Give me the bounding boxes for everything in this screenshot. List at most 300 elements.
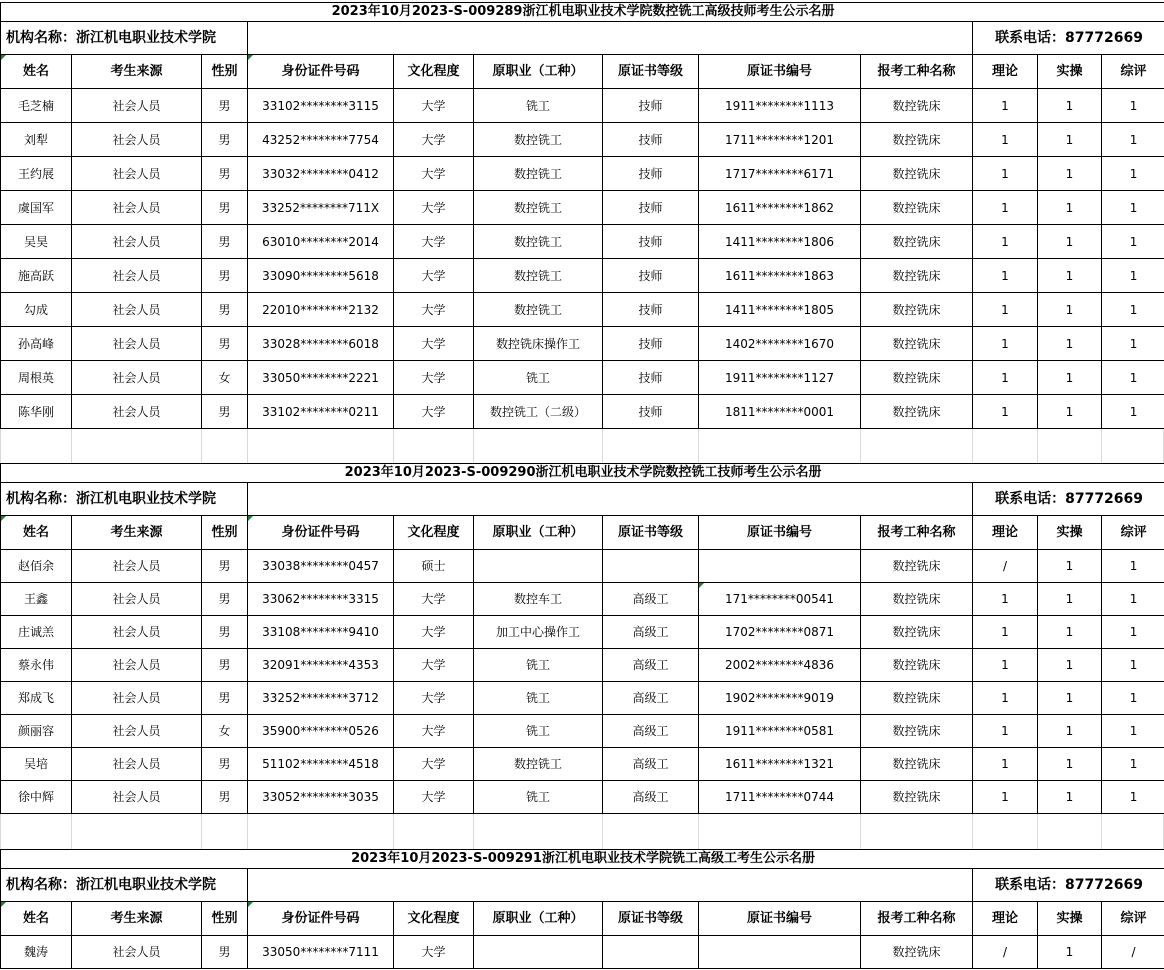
cell-education[interactable]: 大学	[394, 649, 474, 682]
cell-cert-number[interactable]: 1411********1806	[699, 225, 861, 259]
cell-source[interactable]: 社会人员	[72, 748, 202, 781]
cell-name[interactable]: 蔡永伟	[1, 649, 72, 682]
cell-gender[interactable]: 男	[202, 936, 248, 969]
cell-cert-number[interactable]: 1711********0744	[699, 781, 861, 814]
cell-cert-level[interactable]: 高级工	[603, 649, 699, 682]
cell-education[interactable]: 大学	[394, 748, 474, 781]
table-row	[1, 293, 1164, 327]
cell-practice[interactable]: 1	[1038, 361, 1102, 395]
cell-original-occupation[interactable]: 数控铣工	[474, 157, 603, 191]
cell-source[interactable]: 社会人员	[72, 781, 202, 814]
column-header-education[interactable]: 文化程度	[394, 902, 474, 936]
column-header-cert-number[interactable]: 原证书编号	[699, 55, 861, 89]
cell-theory[interactable]: 1	[973, 715, 1038, 748]
cell-overall[interactable]: 1	[1102, 395, 1164, 429]
cell-source[interactable]: 社会人员	[72, 361, 202, 395]
cell-theory[interactable]: 1	[973, 649, 1038, 682]
cell-cert-number[interactable]: 1902********9019	[699, 682, 861, 715]
cell-exam-trade[interactable]: 数控铣床	[861, 327, 973, 361]
cell-exam-trade[interactable]: 数控铣床	[861, 259, 973, 293]
cell-original-occupation[interactable]	[474, 550, 603, 583]
cell-theory[interactable]: 1	[973, 361, 1038, 395]
cell-cert-level[interactable]	[603, 550, 699, 583]
cell-theory[interactable]: 1	[973, 616, 1038, 649]
column-header-id-number[interactable]: 身份证件号码	[248, 902, 394, 936]
cell-theory[interactable]: 1	[973, 293, 1038, 327]
roster-table	[0, 463, 1164, 814]
cell-cert-number[interactable]: 1811********0001	[699, 395, 861, 429]
cell-overall[interactable]: 1	[1102, 225, 1164, 259]
contact-phone[interactable]: 联系电话：87772669	[973, 22, 1164, 55]
column-header-id-number[interactable]: 身份证件号码	[248, 516, 394, 550]
cell-cert-level[interactable]: 技师	[603, 327, 699, 361]
table-row	[1, 583, 1164, 616]
cell-source[interactable]: 社会人员	[72, 89, 202, 123]
cell-theory[interactable]: 1	[973, 395, 1038, 429]
cell-overall[interactable]: 1	[1102, 157, 1164, 191]
column-header-education[interactable]: 文化程度	[394, 55, 474, 89]
gridline	[698, 813, 699, 849]
cell-overall[interactable]: 1	[1102, 715, 1164, 748]
cell-cert-number[interactable]: 1702********0871	[699, 616, 861, 649]
cell-original-occupation[interactable]: 铣工	[474, 89, 603, 123]
column-header-education[interactable]: 文化程度	[394, 516, 474, 550]
cell-source[interactable]: 社会人员	[72, 259, 202, 293]
cell-id-number[interactable]: 33050********7111	[248, 936, 394, 969]
cell-id-number[interactable]: 35900********0526	[248, 715, 394, 748]
cell-education[interactable]: 大学	[394, 936, 474, 969]
column-header-source[interactable]: 考生来源	[72, 902, 202, 936]
cell-theory[interactable]: 1	[973, 157, 1038, 191]
cell-cert-number[interactable]: 1411********1805	[699, 293, 861, 327]
cell-name[interactable]: 魏涛	[1, 936, 72, 969]
blank-cell[interactable]	[248, 869, 973, 902]
table-row	[1, 550, 1164, 583]
cell-source[interactable]: 社会人员	[72, 616, 202, 649]
cell-cert-level[interactable]: 技师	[603, 361, 699, 395]
cell-cert-number[interactable]: 1911********1113	[699, 89, 861, 123]
cell-cert-level[interactable]: 技师	[603, 395, 699, 429]
section-title[interactable]: 2023年10月2023-S-009290浙江机电职业技术学院数控铣工技师考生公示名册	[1, 464, 1164, 483]
cell-theory[interactable]: 1	[973, 748, 1038, 781]
cell-id-number[interactable]: 33090********5618	[248, 259, 394, 293]
cell-overall[interactable]: 1	[1102, 583, 1164, 616]
cell-gender[interactable]: 男	[202, 616, 248, 649]
cell-cert-number[interactable]	[699, 936, 861, 969]
cell-cert-level[interactable]: 高级工	[603, 583, 699, 616]
cell-practice[interactable]: 1	[1038, 616, 1102, 649]
cell-original-occupation[interactable]	[474, 936, 603, 969]
cell-theory[interactable]: 1	[973, 682, 1038, 715]
cell-exam-trade[interactable]: 数控铣床	[861, 361, 973, 395]
cell-exam-trade[interactable]: 数控铣床	[861, 616, 973, 649]
cell-gender[interactable]: 男	[202, 259, 248, 293]
cell-source[interactable]: 社会人员	[72, 327, 202, 361]
cell-cert-level[interactable]: 技师	[603, 89, 699, 123]
cell-exam-trade[interactable]: 数控铣床	[861, 157, 973, 191]
cell-cert-number[interactable]: 1911********1127	[699, 361, 861, 395]
cell-id-number[interactable]: 33032********0412	[248, 157, 394, 191]
cell-gender[interactable]: 男	[202, 583, 248, 616]
cell-theory[interactable]: /	[973, 936, 1038, 969]
cell-cert-level[interactable]: 技师	[603, 293, 699, 327]
column-header-source[interactable]: 考生来源	[72, 516, 202, 550]
cell-id-number[interactable]: 22010********2132	[248, 293, 394, 327]
cell-name[interactable]: 毛芝楠	[1, 89, 72, 123]
column-header-source[interactable]: 考生来源	[72, 55, 202, 89]
gridline	[393, 813, 394, 849]
column-header-practice[interactable]: 实操	[1038, 55, 1102, 89]
contact-phone[interactable]: 联系电话：87772669	[973, 869, 1164, 902]
roster-section	[0, 2, 1164, 428]
cell-overall[interactable]: /	[1102, 936, 1164, 969]
cell-education[interactable]: 大学	[394, 293, 474, 327]
cell-gender[interactable]: 男	[202, 89, 248, 123]
cell-cert-level[interactable]: 技师	[603, 225, 699, 259]
contact-phone[interactable]: 联系电话：87772669	[973, 483, 1164, 516]
column-header-name[interactable]: 姓名	[1, 516, 72, 550]
column-header-cert-level[interactable]: 原证书等级	[603, 516, 699, 550]
table-row	[1, 936, 1164, 969]
gridline	[393, 429, 394, 463]
column-header-gender[interactable]: 性别	[202, 55, 248, 89]
cell-cert-number[interactable]: 1611********1863	[699, 259, 861, 293]
column-header-exam-trade[interactable]: 报考工种名称	[861, 55, 973, 89]
cell-education[interactable]: 大学	[394, 225, 474, 259]
column-header-theory[interactable]: 理论	[973, 902, 1038, 936]
cell-gender[interactable]: 男	[202, 191, 248, 225]
section-title[interactable]: 2023年10月2023-S-009289浙江机电职业技术学院数控铣工高级技师考生公示名册	[1, 3, 1164, 22]
cell-gender[interactable]: 男	[202, 748, 248, 781]
cell-cert-level[interactable]: 技师	[603, 123, 699, 157]
cell-practice[interactable]: 1	[1038, 123, 1102, 157]
cell-theory[interactable]: 1	[973, 781, 1038, 814]
cell-gender[interactable]: 男	[202, 781, 248, 814]
cell-cert-level[interactable]: 高级工	[603, 616, 699, 649]
cell-original-occupation[interactable]: 数控铣工	[474, 191, 603, 225]
cell-original-occupation[interactable]: 铣工	[474, 649, 603, 682]
cell-theory[interactable]: 1	[973, 89, 1038, 123]
column-header-gender[interactable]: 性别	[202, 516, 248, 550]
cell-original-occupation[interactable]: 数控铣床操作工	[474, 327, 603, 361]
cell-name[interactable]: 勾成	[1, 293, 72, 327]
table-row	[1, 225, 1164, 259]
cell-practice[interactable]: 1	[1038, 936, 1102, 969]
institution-name[interactable]: 机构名称：浙江机电职业技术学院	[1, 869, 248, 902]
column-header-overall[interactable]: 综评	[1102, 516, 1164, 550]
cell-gender[interactable]: 男	[202, 682, 248, 715]
cell-source[interactable]: 社会人员	[72, 936, 202, 969]
cell-name[interactable]: 陈华刚	[1, 395, 72, 429]
cell-original-occupation[interactable]: 数控铣工	[474, 293, 603, 327]
cell-practice[interactable]: 1	[1038, 583, 1102, 616]
cell-overall[interactable]: 1	[1102, 123, 1164, 157]
cell-name[interactable]: 吴昊	[1, 225, 72, 259]
cell-gender[interactable]: 男	[202, 123, 248, 157]
cell-id-number[interactable]: 43252********7754	[248, 123, 394, 157]
cell-name[interactable]: 郑成飞	[1, 682, 72, 715]
cell-theory[interactable]: 1	[973, 583, 1038, 616]
gridline	[71, 429, 72, 463]
cell-theory[interactable]: 1	[973, 259, 1038, 293]
cell-cert-number[interactable]: 1911********0581	[699, 715, 861, 748]
column-header-id-number[interactable]: 身份证件号码	[248, 55, 394, 89]
cell-gender[interactable]: 男	[202, 293, 248, 327]
cell-name[interactable]: 王约展	[1, 157, 72, 191]
cell-exam-trade[interactable]: 数控铣床	[861, 293, 973, 327]
table-row	[1, 748, 1164, 781]
cell-exam-trade[interactable]: 数控铣床	[861, 395, 973, 429]
table-row	[1, 361, 1164, 395]
cell-cert-level[interactable]: 技师	[603, 191, 699, 225]
cell-overall[interactable]: 1	[1102, 649, 1164, 682]
cell-practice[interactable]: 1	[1038, 191, 1102, 225]
cell-exam-trade[interactable]: 数控铣床	[861, 583, 973, 616]
blank-cell[interactable]	[248, 22, 973, 55]
cell-source[interactable]: 社会人员	[72, 715, 202, 748]
cell-original-occupation[interactable]: 铣工	[474, 682, 603, 715]
cell-name[interactable]: 颜丽容	[1, 715, 72, 748]
cell-education[interactable]: 大学	[394, 361, 474, 395]
cell-cert-number[interactable]: 171********00541	[699, 583, 861, 616]
cell-source[interactable]: 社会人员	[72, 583, 202, 616]
cell-source[interactable]: 社会人员	[72, 395, 202, 429]
cell-id-number[interactable]: 33108********9410	[248, 616, 394, 649]
cell-original-occupation[interactable]: 加工中心操作工	[474, 616, 603, 649]
cell-id-number[interactable]: 33252********711X	[248, 191, 394, 225]
cell-source[interactable]: 社会人员	[72, 191, 202, 225]
cell-practice[interactable]: 1	[1038, 682, 1102, 715]
gridline	[860, 813, 861, 849]
cell-source[interactable]: 社会人员	[72, 550, 202, 583]
cell-overall[interactable]: 1	[1102, 682, 1164, 715]
cell-id-number[interactable]: 32091********4353	[248, 649, 394, 682]
gridline	[0, 813, 1, 849]
cell-cert-level[interactable]: 高级工	[603, 781, 699, 814]
column-header-exam-trade[interactable]: 报考工种名称	[861, 516, 973, 550]
cell-source[interactable]: 社会人员	[72, 157, 202, 191]
cell-id-number[interactable]: 33028********6018	[248, 327, 394, 361]
cell-cert-number[interactable]	[699, 550, 861, 583]
cell-original-occupation[interactable]: 数控铣工	[474, 259, 603, 293]
cell-exam-trade[interactable]: 数控铣床	[861, 123, 973, 157]
cell-overall[interactable]: 1	[1102, 327, 1164, 361]
cell-practice[interactable]: 1	[1038, 157, 1102, 191]
column-header-exam-trade[interactable]: 报考工种名称	[861, 902, 973, 936]
column-header-name[interactable]: 姓名	[1, 55, 72, 89]
cell-gender[interactable]: 女	[202, 361, 248, 395]
gridline	[201, 429, 202, 463]
cell-id-number[interactable]: 63010********2014	[248, 225, 394, 259]
cell-exam-trade[interactable]: 数控铣床	[861, 550, 973, 583]
cell-overall[interactable]: 1	[1102, 748, 1164, 781]
cell-overall[interactable]: 1	[1102, 616, 1164, 649]
section-title[interactable]: 2023年10月2023-S-009291浙江机电职业技术学院铣工高级工考生公示名册	[1, 850, 1164, 869]
cell-education[interactable]: 大学	[394, 616, 474, 649]
column-header-practice[interactable]: 实操	[1038, 516, 1102, 550]
cell-theory[interactable]: 1	[973, 191, 1038, 225]
cell-gender[interactable]: 男	[202, 550, 248, 583]
cell-overall[interactable]: 1	[1102, 361, 1164, 395]
cell-overall[interactable]: 1	[1102, 781, 1164, 814]
cell-cert-level[interactable]	[603, 936, 699, 969]
cell-id-number[interactable]: 33102********3115	[248, 89, 394, 123]
cell-practice[interactable]: 1	[1038, 225, 1102, 259]
cell-overall[interactable]: 1	[1102, 259, 1164, 293]
cell-original-occupation[interactable]: 数控铣工	[474, 225, 603, 259]
table-row	[1, 327, 1164, 361]
cell-original-occupation[interactable]: 数控铣工（二级）	[474, 395, 603, 429]
cell-cert-level[interactable]: 高级工	[603, 715, 699, 748]
blank-cell[interactable]	[248, 483, 973, 516]
cell-theory[interactable]: 1	[973, 123, 1038, 157]
cell-id-number[interactable]: 33038********0457	[248, 550, 394, 583]
cell-practice[interactable]: 1	[1038, 649, 1102, 682]
cell-education[interactable]: 硕士	[394, 550, 474, 583]
cell-exam-trade[interactable]: 数控铣床	[861, 748, 973, 781]
cell-exam-trade[interactable]: 数控铣床	[861, 89, 973, 123]
cell-name[interactable]: 刘犁	[1, 123, 72, 157]
cell-cert-number[interactable]: 1717********6171	[699, 157, 861, 191]
cell-education[interactable]: 大学	[394, 715, 474, 748]
cell-exam-trade[interactable]: 数控铣床	[861, 682, 973, 715]
cell-education[interactable]: 大学	[394, 259, 474, 293]
cell-source[interactable]: 社会人员	[72, 649, 202, 682]
cell-practice[interactable]: 1	[1038, 781, 1102, 814]
cell-overall[interactable]: 1	[1102, 293, 1164, 327]
cell-original-occupation[interactable]: 铣工	[474, 781, 603, 814]
column-header-theory[interactable]: 理论	[973, 55, 1038, 89]
cell-cert-level[interactable]: 高级工	[603, 748, 699, 781]
column-header-overall[interactable]: 综评	[1102, 902, 1164, 936]
cell-source[interactable]: 社会人员	[72, 123, 202, 157]
cell-gender[interactable]: 男	[202, 327, 248, 361]
cell-original-occupation[interactable]: 铣工	[474, 715, 603, 748]
cell-name[interactable]: 虞国军	[1, 191, 72, 225]
cell-gender[interactable]: 男	[202, 225, 248, 259]
cell-education[interactable]: 大学	[394, 583, 474, 616]
cell-cert-number[interactable]: 1611********1862	[699, 191, 861, 225]
cell-exam-trade[interactable]: 数控铣床	[861, 715, 973, 748]
cell-overall[interactable]: 1	[1102, 191, 1164, 225]
cell-original-occupation[interactable]: 数控车工	[474, 583, 603, 616]
cell-cert-level[interactable]: 技师	[603, 157, 699, 191]
cell-theory[interactable]: /	[973, 550, 1038, 583]
cell-id-number[interactable]: 33052********3035	[248, 781, 394, 814]
cell-gender[interactable]: 男	[202, 157, 248, 191]
cell-gender[interactable]: 男	[202, 649, 248, 682]
gridline	[1037, 813, 1038, 849]
column-header-practice[interactable]: 实操	[1038, 902, 1102, 936]
column-header-overall[interactable]: 综评	[1102, 55, 1164, 89]
table-row	[1, 715, 1164, 748]
cell-cert-level[interactable]: 高级工	[603, 682, 699, 715]
gridline	[860, 429, 861, 463]
cell-theory[interactable]: 1	[973, 225, 1038, 259]
cell-name[interactable]: 王鑫	[1, 583, 72, 616]
cell-original-occupation[interactable]: 数控铣工	[474, 748, 603, 781]
cell-name[interactable]: 庄诚羔	[1, 616, 72, 649]
cell-id-number[interactable]: 51102********4518	[248, 748, 394, 781]
cell-education[interactable]: 大学	[394, 191, 474, 225]
cell-name[interactable]: 赵佰余	[1, 550, 72, 583]
cell-education[interactable]: 大学	[394, 123, 474, 157]
cell-cert-level[interactable]: 技师	[603, 259, 699, 293]
cell-education[interactable]: 大学	[394, 781, 474, 814]
cell-education[interactable]: 大学	[394, 327, 474, 361]
cell-name[interactable]: 吴培	[1, 748, 72, 781]
cell-source[interactable]: 社会人员	[72, 293, 202, 327]
cell-cert-number[interactable]: 1402********1670	[699, 327, 861, 361]
column-header-cert-number[interactable]: 原证书编号	[699, 516, 861, 550]
cell-id-number[interactable]: 33252********3712	[248, 682, 394, 715]
cell-practice[interactable]: 1	[1038, 748, 1102, 781]
cell-cert-number[interactable]: 2002********4836	[699, 649, 861, 682]
institution-name[interactable]: 机构名称：浙江机电职业技术学院	[1, 483, 248, 516]
cell-original-occupation[interactable]: 铣工	[474, 361, 603, 395]
column-header-cert-level[interactable]: 原证书等级	[603, 55, 699, 89]
gridline	[1101, 813, 1102, 849]
cell-original-occupation[interactable]: 数控铣工	[474, 123, 603, 157]
cell-practice[interactable]: 1	[1038, 259, 1102, 293]
column-header-cert-level[interactable]: 原证书等级	[603, 902, 699, 936]
cell-education[interactable]: 大学	[394, 157, 474, 191]
cell-cert-number[interactable]: 1611********1321	[699, 748, 861, 781]
gridline	[201, 813, 202, 849]
cell-education[interactable]: 大学	[394, 395, 474, 429]
cell-practice[interactable]: 1	[1038, 293, 1102, 327]
cell-id-number[interactable]: 33062********3315	[248, 583, 394, 616]
cell-education[interactable]: 大学	[394, 89, 474, 123]
cell-overall[interactable]: 1	[1102, 550, 1164, 583]
cell-practice[interactable]: 1	[1038, 715, 1102, 748]
cell-name[interactable]: 周根英	[1, 361, 72, 395]
gridline	[0, 429, 1, 463]
cell-exam-trade[interactable]: 数控铣床	[861, 936, 973, 969]
gridline	[1101, 429, 1102, 463]
cell-gender[interactable]: 女	[202, 715, 248, 748]
column-header-gender[interactable]: 性别	[202, 902, 248, 936]
cell-name[interactable]: 徐中辉	[1, 781, 72, 814]
cell-overall[interactable]: 1	[1102, 89, 1164, 123]
cell-practice[interactable]: 1	[1038, 89, 1102, 123]
column-header-original-occupation[interactable]: 原职业（工种）	[474, 902, 603, 936]
cell-id-number[interactable]: 33102********0211	[248, 395, 394, 429]
cell-exam-trade[interactable]: 数控铣床	[861, 649, 973, 682]
cell-cert-number[interactable]: 1711********1201	[699, 123, 861, 157]
cell-exam-trade[interactable]: 数控铣床	[861, 225, 973, 259]
column-header-original-occupation[interactable]: 原职业（工种）	[474, 516, 603, 550]
cell-name[interactable]: 施高跃	[1, 259, 72, 293]
cell-practice[interactable]: 1	[1038, 327, 1102, 361]
cell-practice[interactable]: 1	[1038, 395, 1102, 429]
cell-education[interactable]: 大学	[394, 682, 474, 715]
cell-practice[interactable]: 1	[1038, 550, 1102, 583]
column-header-theory[interactable]: 理论	[973, 516, 1038, 550]
cell-exam-trade[interactable]: 数控铣床	[861, 781, 973, 814]
column-header-cert-number[interactable]: 原证书编号	[699, 902, 861, 936]
cell-name[interactable]: 孙高峰	[1, 327, 72, 361]
cell-exam-trade[interactable]: 数控铣床	[861, 191, 973, 225]
cell-source[interactable]: 社会人员	[72, 682, 202, 715]
column-header-original-occupation[interactable]: 原职业（工种）	[474, 55, 603, 89]
cell-id-number[interactable]: 33050********2221	[248, 361, 394, 395]
cell-theory[interactable]: 1	[973, 327, 1038, 361]
cell-source[interactable]: 社会人员	[72, 225, 202, 259]
institution-name[interactable]: 机构名称：浙江机电职业技术学院	[1, 22, 248, 55]
cell-gender[interactable]: 男	[202, 395, 248, 429]
column-header-name[interactable]: 姓名	[1, 902, 72, 936]
